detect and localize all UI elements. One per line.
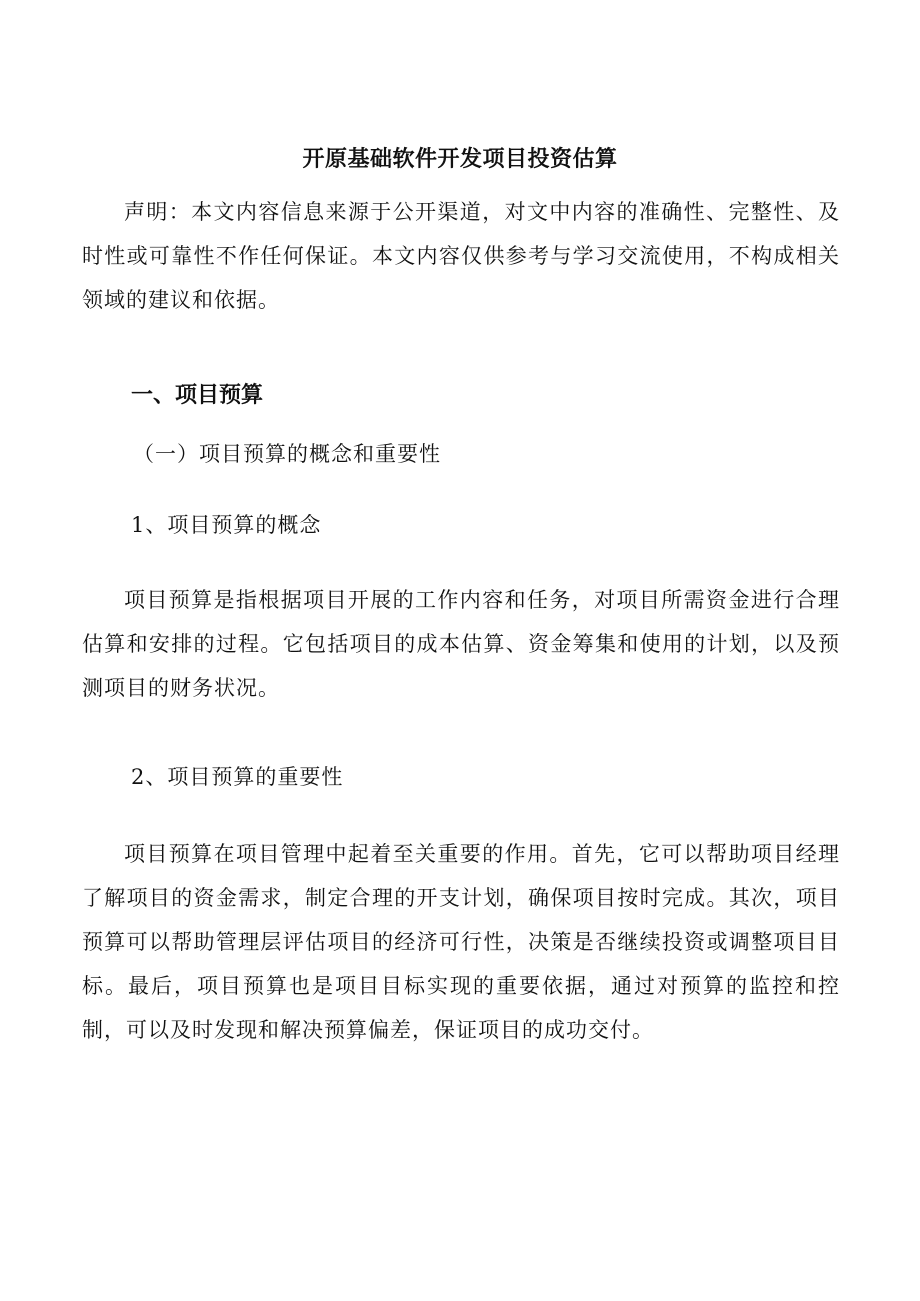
importance-paragraph: 项目预算在项目管理中起着至关重要的作用。首先，它可以帮助项目经理了解项目的资金需求，制定合理的开支计划，确保项目按时完成。其次，项目预算可以帮助管理层评估项目的经济可行性，决策是否继续投资或调整项目目标。最后，项目预算也是项目目标实现的重要依据，通过对预算的监控和控制，可以及时发现和解决预算偏差，保证项目的成功交付。 (82, 842, 840, 1042)
disclaimer-paragraph: 声明：本文内容信息来源于公开渠道，对文中内容的准确性、完整性、及时性或可靠性不作任何保证。本文内容仅供参考与学习交流使用，不构成相关领域的建议和依据。 (82, 200, 840, 312)
document-title: 开原基础软件开发项目投资估算 (302, 147, 618, 172)
item-heading-importance: 2、项目预算的重要性 (131, 765, 344, 789)
section-heading: 一、项目预算 (131, 383, 264, 408)
item-heading-concept: 1、项目预算的概念 (131, 513, 322, 537)
concept-paragraph: 项目预算是指根据项目开展的工作内容和任务，对项目所需资金进行合理估算和安排的过程。它包括项目的成本估算、资金筹集和使用的计划，以及预测项目的财务状况。 (82, 588, 840, 700)
subsection-heading: （一）项目预算的概念和重要性 (133, 442, 441, 466)
